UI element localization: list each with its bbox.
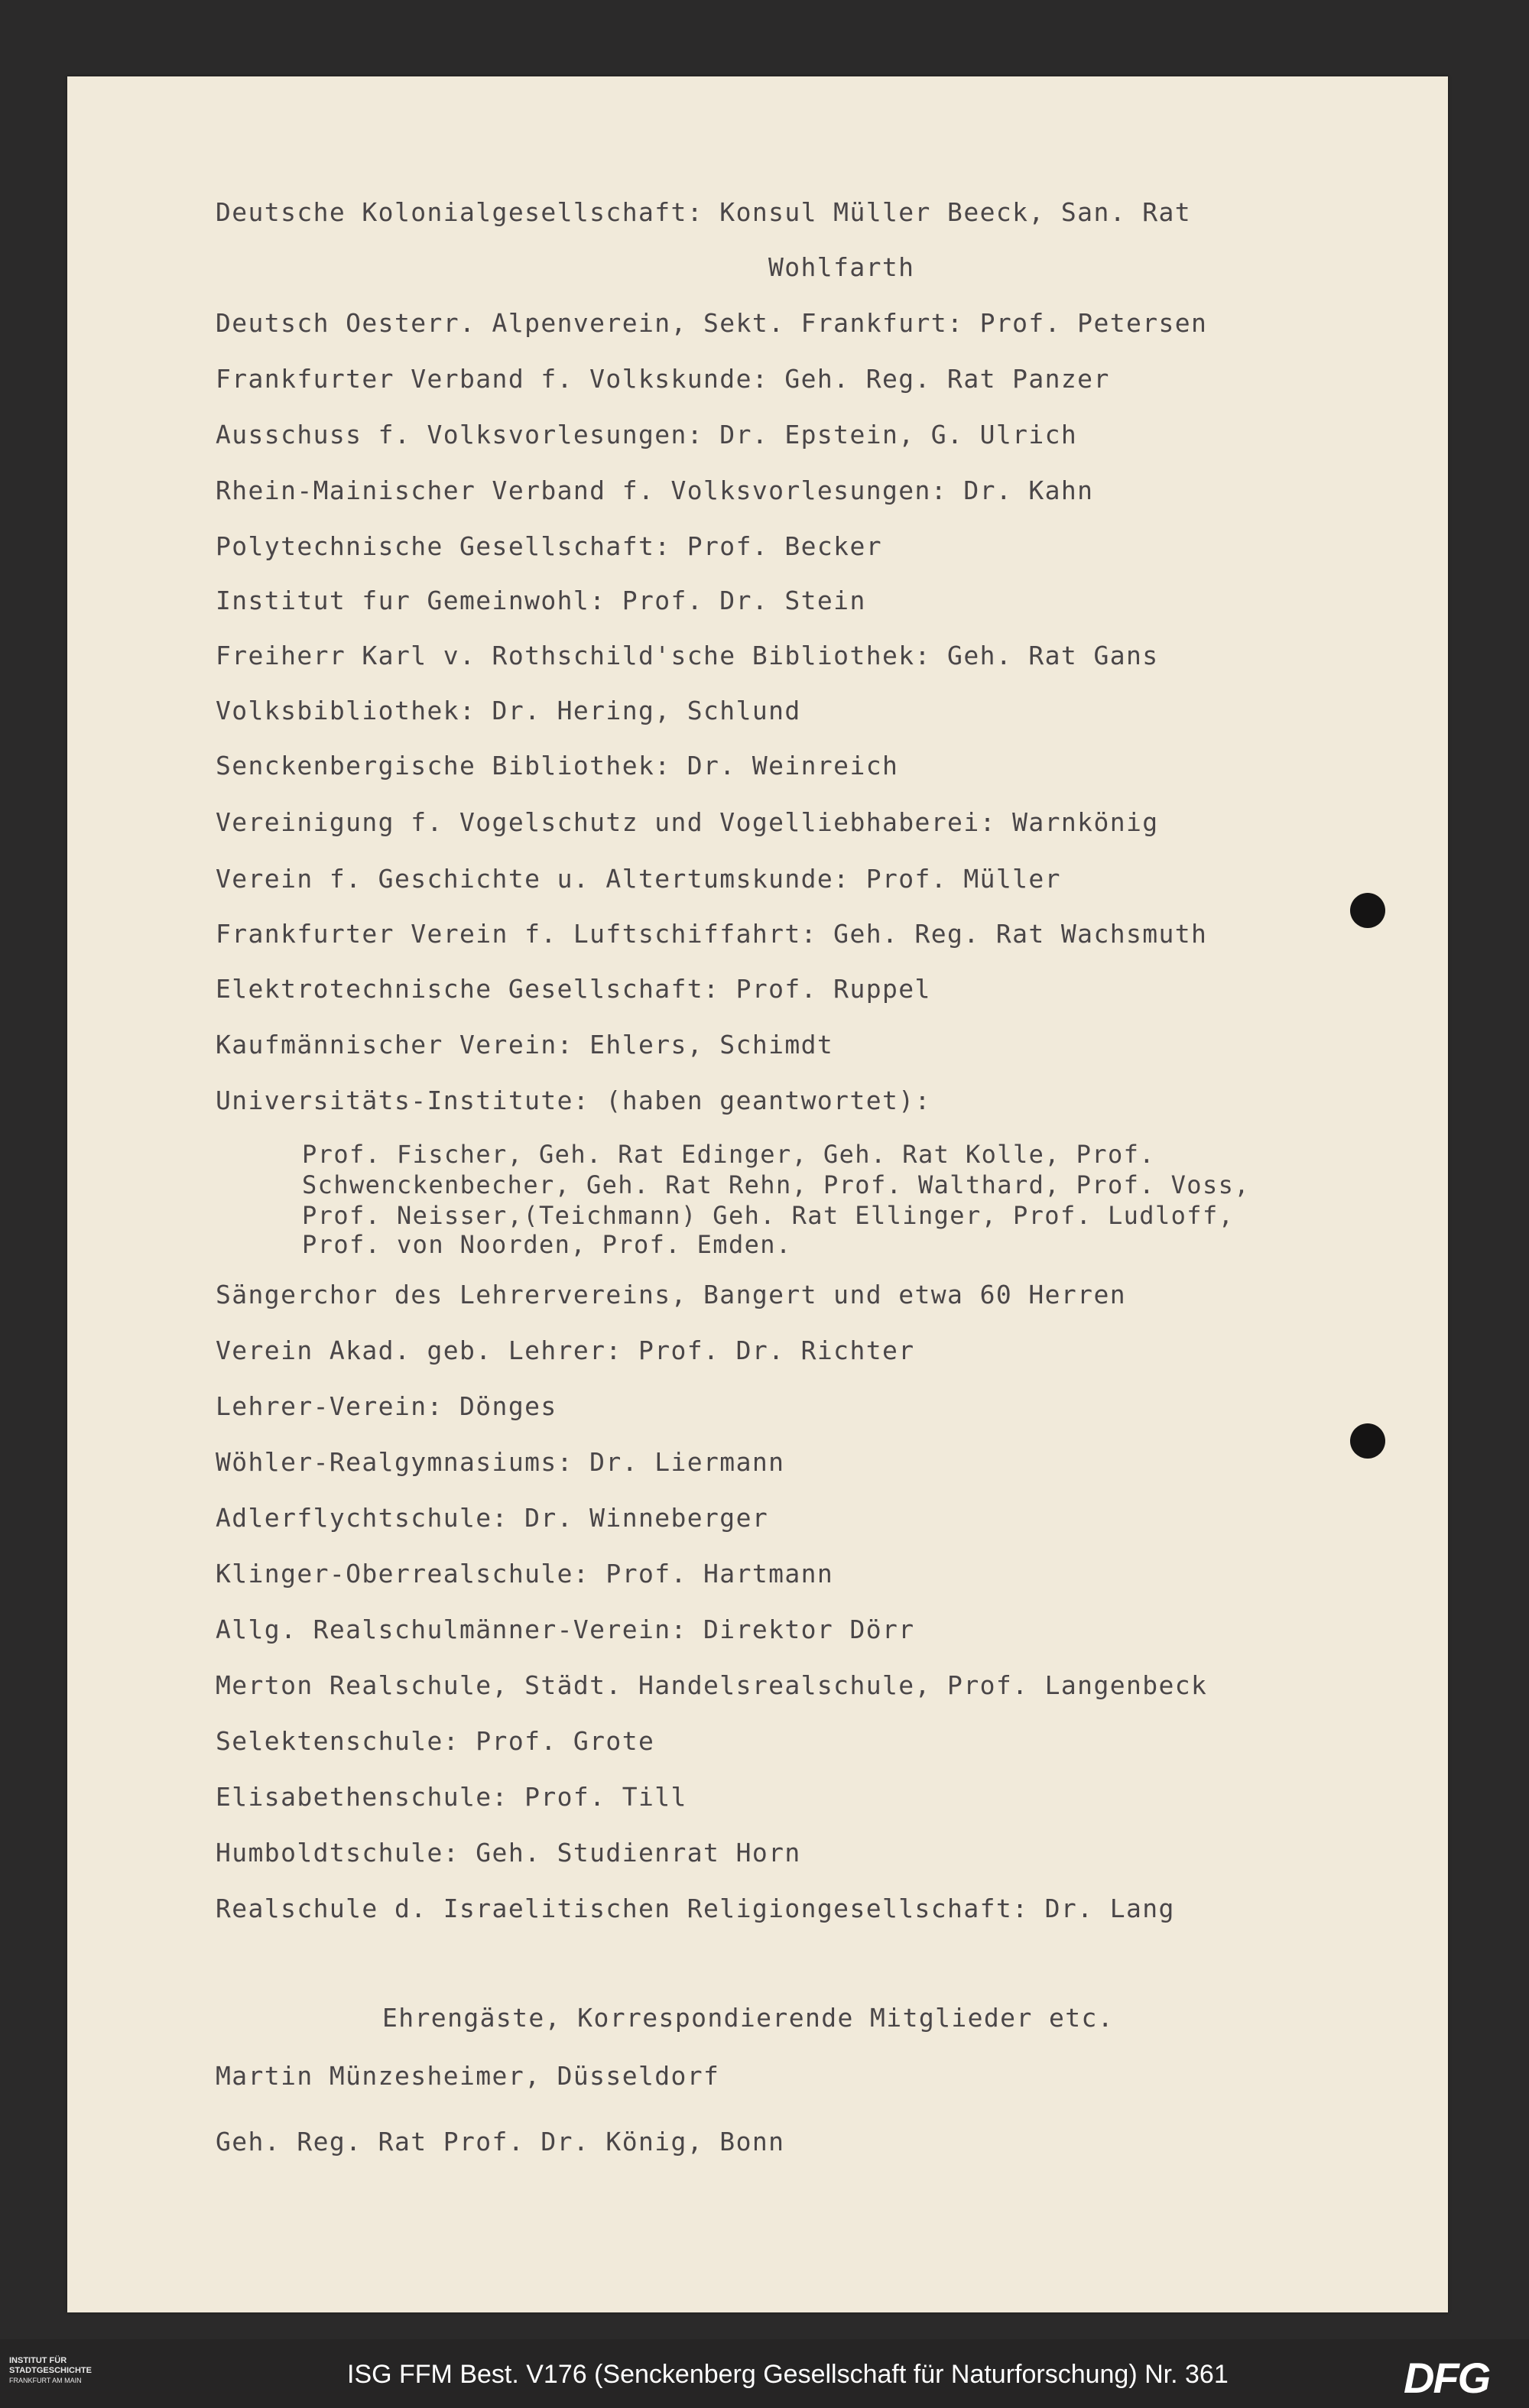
archive-footer — [0, 2339, 1529, 2408]
entry-line: Kaufmännischer Verein: Ehlers, Schimdt — [216, 1030, 834, 1060]
entry-line: Senckenbergische Bibliothek: Dr. Weinreich — [216, 751, 899, 780]
institute-line: Prof. von Noorden, Prof. Emden. — [302, 1230, 792, 1259]
entry-line: Frankfurter Verband f. Volkskunde: Geh. Reg. Rat Panzer — [216, 364, 1110, 394]
punch-hole — [1350, 1423, 1385, 1459]
archive-caption: ISG FFM Best. V176 (Senckenberg Gesellschaft für Naturforschung) Nr. 361 — [347, 2360, 1229, 2389]
section-heading: Ehrengäste, Korrespondierende Mitglieder etc. — [382, 2003, 1115, 2033]
entry-line: Klinger-Oberrealschule: Prof. Hartmann — [216, 1559, 834, 1589]
entry-line: Wöhler-Realgymnasiums: Dr. Liermann — [216, 1447, 785, 1477]
punch-hole — [1350, 893, 1385, 928]
entry-line: Deutsch Oesterr. Alpenverein, Sekt. Frankfurt: Prof. Petersen — [216, 308, 1208, 338]
institute-line: Prof. Neisser,(Teichmann) Geh. Rat Ellinger, Prof. Ludloff, — [302, 1201, 1235, 1230]
entry-line: Freiherr Karl v. Rothschild'sche Bibliothek: Geh. Rat Gans — [216, 641, 1159, 670]
entry-line: Volksbibliothek: Dr. Hering, Schlund — [216, 696, 801, 725]
entry-line: Elektrotechnische Gesellschaft: Prof. Ruppel — [216, 974, 931, 1004]
dfg-logo: DFG — [1404, 2354, 1490, 2402]
entry-line: Universitäts-Institute: (haben geantwortet): — [216, 1086, 931, 1115]
entry-line: Merton Realschule, Städt. Handelsrealschule, Prof. Langenbeck — [216, 1670, 1208, 1700]
entry-line: Polytechnische Gesellschaft: Prof. Becker — [216, 531, 882, 561]
entry-line: Vereinigung f. Vogelschutz und Vogelliebhaberei: Warnkönig — [216, 807, 1159, 837]
entry-line: Humboldtschule: Geh. Studienrat Horn — [216, 1838, 801, 1868]
entry-line: Selektenschule: Prof. Grote — [216, 1726, 655, 1756]
entry-line: Institut fur Gemeinwohl: Prof. Dr. Stein — [216, 586, 866, 615]
entry-line: Sängerchor des Lehrervereins, Bangert und etwa 60 Herren — [216, 1280, 1126, 1309]
entry-line: Rhein-Mainischer Verband f. Volksvorlesungen: Dr. Kahn — [216, 475, 1094, 505]
guest-line: Martin Münzesheimer, Düsseldorf — [216, 2061, 720, 2091]
entry-line: Adlerflychtschule: Dr. Winneberger — [216, 1503, 769, 1533]
entry-line: Allg. Realschulmänner-Verein: Direktor Dörr — [216, 1615, 915, 1644]
entry-line: Wohlfarth — [768, 252, 915, 282]
entry-line: Elisabethenschule: Prof. Till — [216, 1782, 687, 1812]
entry-line: Verein f. Geschichte u. Altertumskunde: Prof. Müller — [216, 864, 1061, 894]
entry-line: Frankfurter Verein f. Luftschiffahrt: Geh. Reg. Rat Wachsmuth — [216, 919, 1208, 949]
guest-line: Geh. Reg. Rat Prof. Dr. König, Bonn — [216, 2127, 785, 2156]
entry-line: Deutsche Kolonialgesellschaft: Konsul Müller Beeck, San. Rat — [216, 197, 1192, 227]
entry-line: Ausschuss f. Volksvorlesungen: Dr. Epstein, G. Ulrich — [216, 420, 1078, 449]
entry-line: Lehrer-Verein: Dönges — [216, 1391, 557, 1421]
institute-line: Prof. Fischer, Geh. Rat Edinger, Geh. Rat Kolle, Prof. — [302, 1140, 1155, 1169]
institution-logo: INSTITUT FÜR STADTGESCHICHTE FRANKFURT AM MAIN — [9, 2356, 92, 2384]
entry-line: Realschule d. Israelitischen Religiongesellschaft: Dr. Lang — [216, 1894, 1175, 1923]
entry-line: Verein Akad. geb. Lehrer: Prof. Dr. Richter — [216, 1335, 915, 1365]
institute-line: Schwenckenbecher, Geh. Rat Rehn, Prof. Walthard, Prof. Voss, — [302, 1170, 1250, 1199]
